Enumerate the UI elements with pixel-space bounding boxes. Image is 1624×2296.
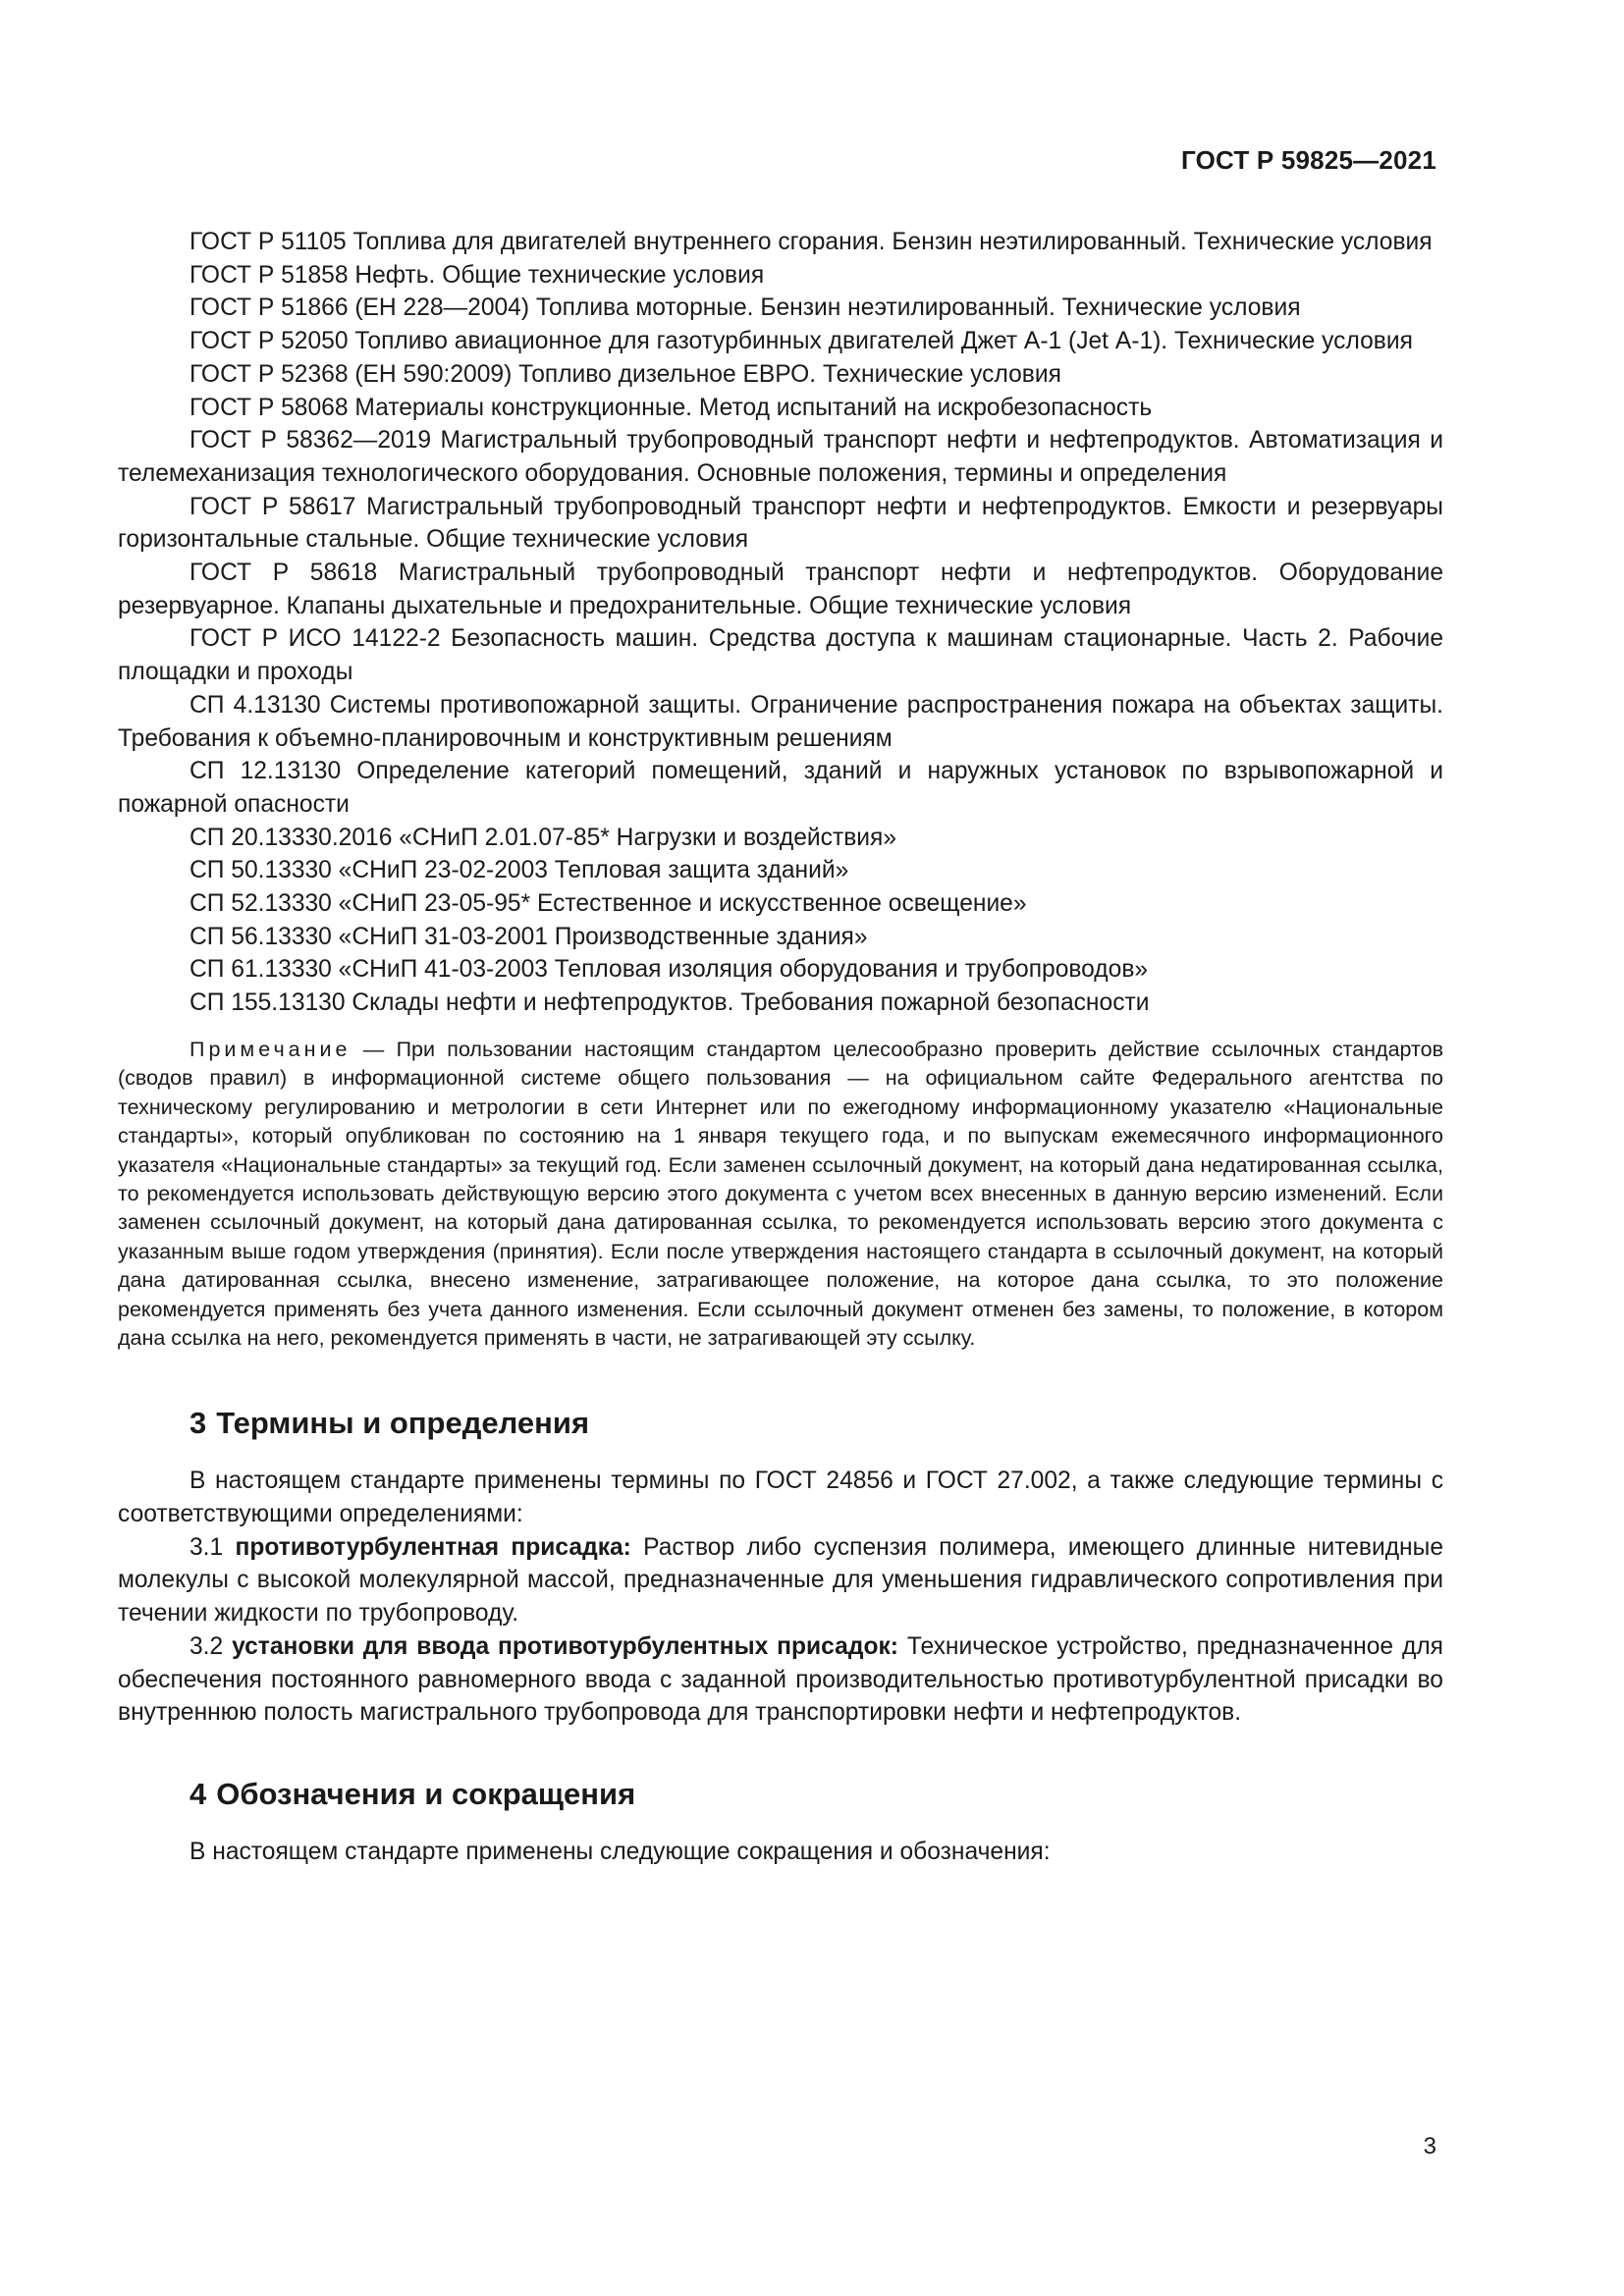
term-number: 3.1 — [189, 1533, 224, 1561]
reference-item: СП 56.13330 «СНиП 31-03-2001 Производственные здания» — [189, 923, 868, 950]
reference-item: ГОСТ Р 58617 Магистральный трубопроводный транспорт нефти и нефтепродуктов. Емкости и резервуары горизонтальные стальные. Общие технические условия — [118, 493, 1443, 554]
reference-item: ГОСТ Р 51105 Топлива для двигателей внутреннего сгорания. Бензин неэтилированный. Технические условия — [189, 229, 1433, 255]
term-definition — [118, 1630, 1443, 1730]
term-name: противотурбулентная присадка: — [235, 1533, 631, 1561]
term-definition — [118, 1531, 1443, 1630]
term-name: установки для ввода противотурбулентных присадок: — [232, 1632, 898, 1660]
reference-item: СП 61.13330 «СНиП 41-03-2003 Тепловая изоляция оборудования и трубопроводов» — [189, 956, 1149, 984]
section-3-intro: В настоящем стандарте применены термины по ГОСТ 24856 и ГОСТ 27.002, а также следующие термины с соответствующими определениями: — [118, 1468, 1443, 1528]
section-4-body — [118, 1836, 1443, 1869]
note-text: — При пользовании настоящим стандартом целесообразно проверить действие ссылочных стандартов (сводов правил) в информационной системе общего пользования — на официальном сайте Федерального агентства по техническому регулированию и метрологии в сети Интернет или по ежегодному информационному указателю «Национальные стандарты», который опубликован по состоянию на 1 января текущего года, и по выпускам ежемесячного информационного указателя «Национальные стандарты» за текущий год. Если заменен ссылочный документ, на который дана недатированная ссылка, то рекомендуется использовать действующую версию этого документа с учетом всех внесенных в данную версию изменений. Если заменен ссылочный документ, на который дана датированная ссылка, то рекомендуется использовать версию этого документа с указанным выше годом утверждения (принятия). Если после утверждения настоящего стандарта в ссылочный документ, на который дана датированная ссылка, внесено изменение, затрагивающее положение, на которое дана ссылка, то это положение рекомендуется применять без учета данного изменения. Если ссылочный документ отменен без замены, то положение, в котором дана ссылка на него, рекомендуется применять в части, не затрагивающей эту ссылку. — [118, 1037, 1443, 1350]
section-4-number: 4 — [189, 1776, 207, 1811]
reference-item: ГОСТ Р 51858 Нефть. Общие технические условия — [189, 261, 765, 289]
document-code-header: ГОСТ Р 59825—2021 — [1181, 145, 1436, 175]
references-list — [118, 226, 1443, 1020]
term-text: Техническое устройство, предназначенное для обеспечения постоянного равномерного ввода с заданной производительностью противотурбулентной присадки во внутреннюю полость магистрального трубопровода для транспортировки нефти и нефтепродуктов. — [118, 1632, 1443, 1727]
reference-item: ГОСТ Р 58618 Магистральный трубопроводный транспорт нефти и нефтепродуктов. Оборудование резервуарное. Клапаны дыхательные и предохранительные. Общие технические условия — [118, 560, 1443, 619]
page-content — [118, 226, 1443, 1869]
section-4-title: Обозначения и сокращения — [216, 1776, 636, 1811]
reference-note — [118, 1036, 1443, 1353]
reference-item: ГОСТ Р ИСО 14122-2 Безопасность машин. Средства доступа к машинам стационарные. Часть 2. Рабочие площадки и проходы — [118, 625, 1443, 686]
section-3-title: Термины и определения — [216, 1406, 590, 1441]
reference-item: СП 4.13130 Системы противопожарной защиты. Ограничение распространения пожара на объектах защиты. Требования к объемно-планировочным и конструктивным решениям — [118, 691, 1443, 752]
reference-item: СП 12.13130 Определение категорий помещений, зданий и наружных установок по взрывопожарной и пожарной опасности — [118, 758, 1443, 818]
reference-item: СП 20.13330.2016 «СНиП 2.01.07-85* Нагрузки и воздействия» — [189, 824, 897, 851]
reference-item: ГОСТ Р 58362—2019 Магистральный трубопроводный транспорт нефти и нефтепродуктов. Автоматизация и телемеханизация технологического оборудования. Основные положения, термины и определения — [118, 427, 1443, 487]
section-4-intro: В настоящем стандарте применены следующие сокращения и обозначения: — [189, 1838, 1051, 1865]
term-number: 3.2 — [189, 1632, 224, 1660]
section-4-heading — [118, 1775, 1443, 1814]
reference-item: ГОСТ Р 51866 (ЕН 228—2004) Топлива моторные. Бензин неэтилированный. Технические условия — [189, 294, 1301, 322]
section-3-number: 3 — [189, 1406, 207, 1441]
section-3-body — [118, 1465, 1443, 1730]
term-text: Раствор либо суспензия полимера, имеющего длинные нитевидные молекулы с высокой молекулярной массой, предназначенные для уменьшения гидравлического сопротивления при течении жидкости по трубопроводу. — [118, 1533, 1443, 1628]
reference-item: ГОСТ Р 58068 Материалы конструкционные. Метод испытаний на искробезопасность — [189, 394, 1153, 421]
note-label: Примечание — [189, 1037, 352, 1061]
reference-item: СП 155.13130 Склады нефти и нефтепродуктов. Требования пожарной безопасности — [189, 989, 1150, 1017]
page-number: 3 — [1423, 2133, 1436, 2160]
reference-item: СП 50.13330 «СНиП 23-02-2003 Тепловая защита зданий» — [189, 857, 849, 884]
reference-item: ГОСТ Р 52050 Топливо авиационное для газотурбинных двигателей Джет А-1 (Jet А-1). Технические условия — [189, 328, 1413, 355]
reference-item: СП 52.13330 «СНиП 23-05-95* Естественное и искусственное освещение» — [189, 890, 1027, 918]
reference-item: ГОСТ Р 52368 (ЕН 590:2009) Топливо дизельное ЕВРО. Технические условия — [189, 360, 1061, 388]
section-3-heading — [118, 1404, 1443, 1443]
